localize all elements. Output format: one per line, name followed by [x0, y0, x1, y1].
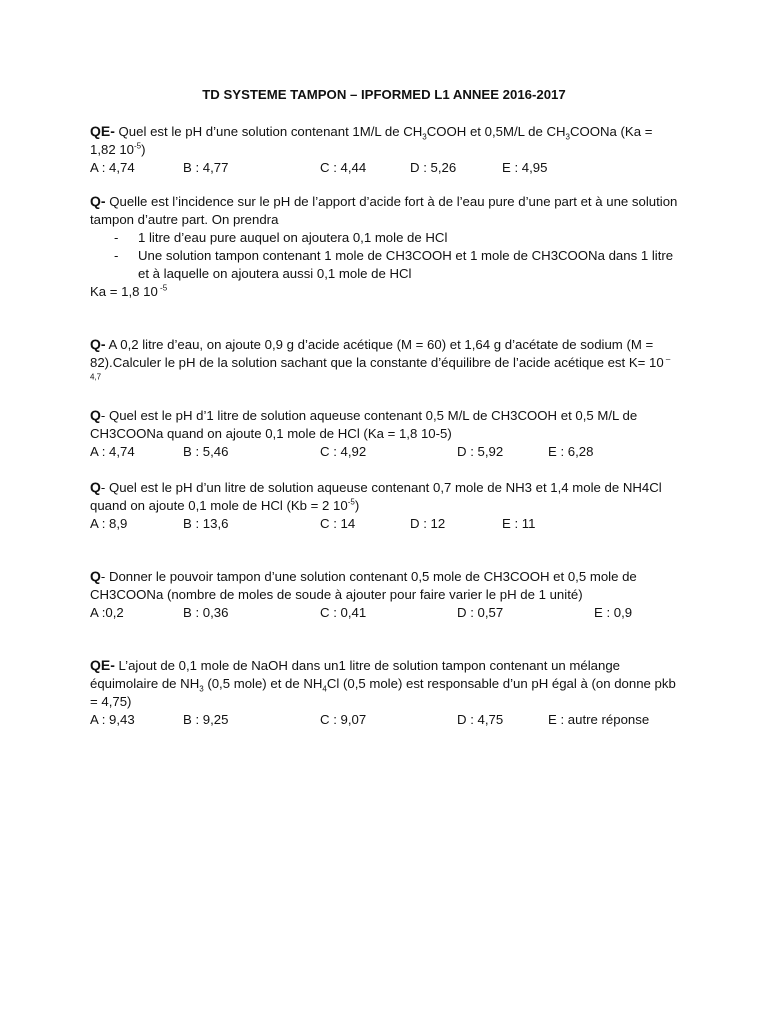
question-1-answers — [90, 159, 680, 177]
question-1-text-d: ) — [141, 142, 146, 157]
answer-d[interactable]: D : 5,92 — [457, 444, 504, 459]
answer-b[interactable]: B : 5,46 — [183, 444, 229, 459]
question-2-text — [90, 192, 680, 229]
question-7-label: QE- — [90, 657, 115, 673]
question-3-label: Q- — [90, 336, 106, 352]
question-1-text-b: COOH et 0,5M/L de CH — [426, 124, 566, 139]
question-5-exponent: -5 — [347, 497, 355, 507]
answer-d[interactable]: D : 12 — [410, 516, 446, 531]
question-2-list — [90, 229, 680, 283]
question-1-text-a: Quel est le pH d’une solution contenant 1M/L de CH — [114, 124, 423, 139]
dash-marker: - — [114, 230, 119, 245]
question-2 — [90, 192, 680, 301]
answer-d[interactable]: D : 5,26 — [410, 160, 457, 175]
dash-marker: - — [114, 248, 119, 263]
question-4-answers — [90, 443, 680, 461]
question-5-body-end: ) — [354, 498, 360, 513]
answer-e[interactable]: E : 4,95 — [502, 160, 548, 175]
answer-b[interactable]: B : 4,77 — [183, 160, 229, 175]
answer-a[interactable]: A : 8,9 — [90, 516, 128, 531]
answer-c[interactable]: C : 0,41 — [320, 605, 367, 620]
ka-exponent: -5 — [157, 283, 168, 293]
question-5-label: Q — [90, 479, 101, 495]
question-7-text-b: (0,5 mole) et de NH — [203, 676, 323, 691]
question-7-text-c: Cl (0,5 mole) est responsable d’un pH égal à (on donne pkb = 4,75) — [90, 676, 676, 709]
question-5-answers — [90, 515, 680, 533]
question-3-body: A 0,2 litre d’eau, on ajoute 0,9 g d’acide acétique (M = 60) et 1,64 g d’acétate de sodium (M = 82).Calculer le pH de la solution sachant que la constante d’équilibre de l’acide acétique est K= 10 — [90, 337, 664, 370]
question-7-text-a: L’ajout de 0,1 mole de NaOH dans un1 litre de solution tampon contenant un mélange équimolaire de NH — [90, 658, 621, 691]
answer-e[interactable]: E : autre réponse — [548, 712, 650, 727]
question-6-label: Q — [90, 568, 101, 584]
answer-c[interactable]: C : 4,44 — [320, 160, 367, 175]
list-item-text: Une solution tampon contenant 1 mole de CH3COOH et 1 mole de CH3COONa dans 1 litre et à laquelle on ajoutera aussi 0,1 mole de HCl — [138, 248, 674, 281]
question-6 — [90, 567, 680, 622]
answer-c[interactable]: C : 14 — [320, 516, 356, 531]
question-5-body: - Quel est le pH d’un litre de solution aqueuse contenant 0,7 mole de NH3 et 1,4 mole de NH4Cl quand on ajoute 0,1 mole de HCl (Kb = 2 10 — [90, 480, 662, 513]
question-6-text — [90, 567, 680, 604]
answer-b[interactable]: B : 9,25 — [183, 712, 229, 727]
answer-e[interactable]: E : 11 — [502, 516, 536, 531]
question-3 — [90, 335, 680, 390]
answer-a[interactable]: A : 9,43 — [90, 712, 135, 727]
answer-b[interactable]: B : 0,36 — [183, 605, 229, 620]
question-4-body: - Quel est le pH d’1 litre de solution aqueuse contenant 0,5 M/L de CH3COOH et 0,5 M/L de CH3COONa quand on ajoute 0,1 mole de HCl (Ka = 1,8 10-5) — [90, 408, 638, 441]
question-2-body: Quelle est l’incidence sur le pH de l’apport d’acide fort à de l’eau pure d’une part et à une solution tampon d’autre part. On prendra — [90, 194, 678, 227]
document-title: TD SYSTEME TAMPON – IPFORMED L1 ANNEE 2016-2017 — [202, 87, 566, 102]
answer-e[interactable]: E : 0,9 — [594, 605, 633, 620]
question-4 — [90, 406, 680, 461]
answer-a[interactable]: A :0,2 — [90, 605, 124, 620]
answer-c[interactable]: C : 9,07 — [320, 712, 367, 727]
answer-a[interactable]: A : 4,74 — [90, 444, 135, 459]
question-1-text-c: COONa (Ka = 1,82 10 — [90, 124, 653, 157]
answer-e[interactable]: E : 6,28 — [548, 444, 594, 459]
answer-d[interactable]: D : 0,57 — [457, 605, 504, 620]
question-7-sub-1: 3 — [199, 684, 204, 694]
list-item-text: 1 litre d’eau pure auquel on ajoutera 0,1 mole de HCl — [138, 230, 448, 245]
question-5-text — [90, 478, 680, 515]
question-1-sub-2: 3 — [565, 132, 570, 142]
question-1 — [90, 122, 680, 177]
question-7-sub-2: 4 — [322, 684, 327, 694]
ka-value: Ka = 1,8 10 — [90, 284, 158, 299]
answer-c[interactable]: C : 4,92 — [320, 444, 367, 459]
question-1-text — [90, 122, 680, 159]
list-item — [90, 247, 680, 283]
answer-b[interactable]: B : 13,6 — [183, 516, 229, 531]
question-2-label: Q- — [90, 193, 106, 209]
question-6-answers — [90, 604, 680, 622]
list-item — [90, 229, 680, 247]
answer-a[interactable]: A : 4,74 — [90, 160, 135, 175]
question-7 — [90, 656, 680, 729]
question-5 — [90, 478, 680, 533]
question-2-ka — [90, 283, 680, 301]
question-3-text — [90, 335, 680, 390]
question-1-label: QE- — [90, 123, 115, 139]
question-7-text — [90, 656, 680, 711]
question-7-answers — [90, 711, 680, 729]
answer-d[interactable]: D : 4,75 — [457, 712, 504, 727]
question-4-text — [90, 406, 680, 443]
question-6-body: - Donner le pouvoir tampon d’une solution contenant 0,5 mole de CH3COOH et 0,5 mole de CH3COONa (nombre de moles de soude à ajouter pour faire varier le pH de 1 unité) — [90, 569, 637, 602]
question-4-label: Q — [90, 407, 101, 423]
question-1-sub-1: 3 — [422, 132, 427, 142]
question-3-exponent: – 4,7 — [90, 354, 671, 382]
question-1-sup: -5 — [134, 141, 142, 151]
